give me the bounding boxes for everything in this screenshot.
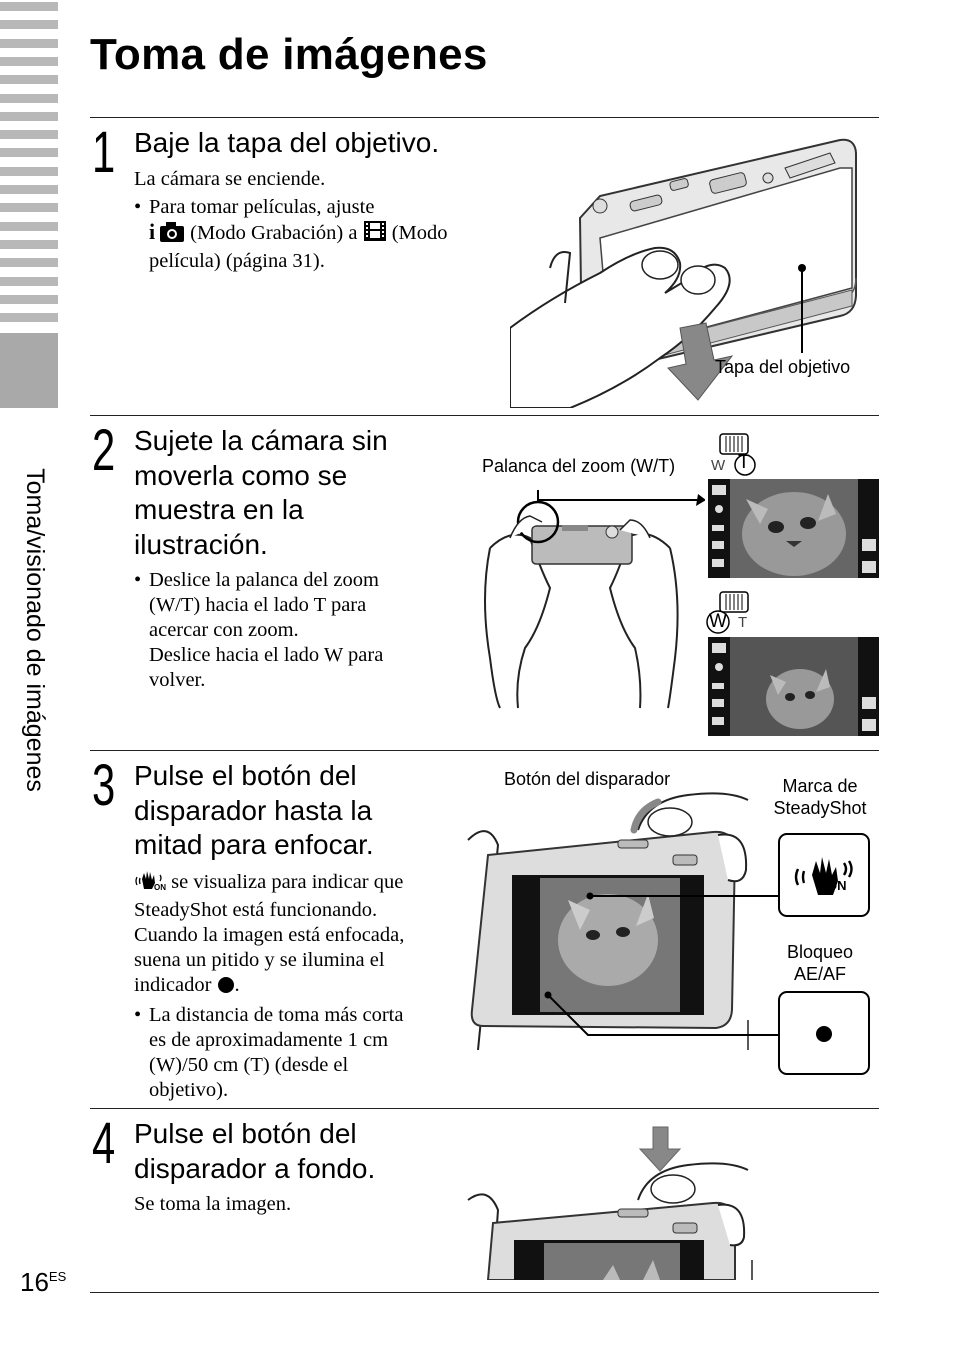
shutter-button-caption: Botón del disparador: [504, 769, 671, 789]
side-tab-stripe: [0, 112, 58, 121]
step-3-body-line-4: suena un pitido y se ilumina el: [134, 949, 385, 971]
side-tab-stripe: [0, 185, 58, 194]
side-tab-block: [0, 333, 58, 408]
lcd-screen-zoom-tele: [708, 479, 879, 578]
step-2-heading-line-2: moverla como se: [134, 459, 348, 491]
step-1-number: 1: [92, 120, 116, 185]
focus-indicator-icon: [217, 976, 235, 1001]
step-3-number: 3: [92, 753, 116, 818]
steadyshot-mark-icon: [778, 833, 870, 917]
step-4-number: 4: [92, 1111, 116, 1176]
step-3-body-last: indicador: [134, 974, 212, 996]
step-1-body: [134, 167, 494, 274]
lens-cover-caption: Tapa del objetivo: [715, 357, 851, 377]
intelligent-auto-icon: [149, 220, 185, 249]
lcd-screen-zoom-wide: [708, 637, 879, 736]
zoom-lever-caption: Palanca del zoom (W/T): [482, 456, 676, 476]
step-1-bullet-mode1: (Modo Grabación) a: [190, 222, 358, 244]
side-tab-stripe: [0, 20, 58, 29]
step-2-heading-line-1: Sujete la cámara sin: [134, 425, 388, 456]
steadyshot-caption-line-2: SteadyShot: [773, 798, 867, 818]
step-3-body-line-2: SteadyShot está funcionando.: [134, 899, 378, 921]
side-tab-stripe: [0, 277, 58, 286]
divider: [90, 117, 879, 118]
step-3-body-line-1: [134, 869, 454, 898]
svg-text:ON: ON: [154, 883, 166, 891]
step-4-heading-line-1: Pulse el botón del: [134, 1118, 357, 1149]
step-3-bullet: • La distancia de toma más corta es de aproximadamente 1 cm (W)/50 cm (T) (desde el objetivo).: [134, 1003, 454, 1103]
step-1-bullet-mode2: (Modo: [391, 222, 448, 244]
steadyshot-icon: [134, 869, 166, 898]
side-tab-stripe: [0, 203, 58, 212]
step-3-body-line-3: Cuando la imagen está enfocada,: [134, 924, 405, 946]
steadyshot-caption: [760, 775, 880, 819]
step-4-body: Se toma la imagen.: [134, 1193, 292, 1215]
step-1-body-text: La cámara se enciende.: [134, 168, 326, 190]
divider: [90, 1108, 879, 1109]
step-3-body-last-end: .: [234, 974, 240, 996]
aeaf-caption-line-2: AE/AF: [793, 964, 846, 984]
step-2-bullet-line-2: (W/T) hacia el lado T para: [149, 594, 367, 616]
step-3-body-first: se visualiza para indicar que: [171, 871, 404, 893]
hands-holding-camera-illustration: [470, 478, 705, 718]
step-2-heading-line-3: muestra en la: [134, 494, 304, 525]
page-number: [20, 1267, 66, 1298]
step-3-body-line-5: [134, 973, 454, 1001]
step-1-bullet-line-3: película) (página 31).: [149, 250, 325, 272]
side-tab-stripe: [0, 258, 58, 267]
side-tab-stripes: [0, 0, 58, 330]
step-3-bullet-line-1: La distancia de toma más corta: [149, 1004, 404, 1026]
steadyshot-on-label: ON: [827, 878, 847, 893]
step-2-bullet: • Deslice la palanca del zoom (W/T) hacia el lado T para acercar con zoom. Deslice hacia el lado W para volver.: [134, 568, 469, 693]
side-tab-stripe: [0, 222, 58, 231]
step-2-heading-line-4: ilustración.: [134, 528, 268, 560]
step-3-bullet-line-3: (W)/50 cm (T) (desde el: [149, 1054, 349, 1076]
side-tab-stripe: [0, 167, 58, 176]
step-3-heading: [134, 759, 454, 863]
step-3-bullet-line-4: objetivo).: [149, 1079, 229, 1101]
side-tab-stripe: [0, 240, 58, 249]
svg-text:i: i: [149, 220, 156, 242]
steadyshot-caption-line-1: Marca de: [782, 776, 858, 796]
step-3-heading-line-3: mitad para enfocar.: [134, 829, 374, 860]
aeaf-caption-line-1: Bloqueo: [786, 942, 854, 962]
side-tab-stripe: [0, 130, 58, 139]
side-tab-stripe: [0, 57, 58, 66]
step-3-bullet-line-2: es de aproximadamente 1 cm: [149, 1029, 389, 1051]
side-tab-stripe: [0, 75, 58, 84]
step-2-heading: [134, 424, 454, 562]
movie-mode-icon: [363, 220, 387, 249]
step-2-bullet-line-5: volver.: [149, 669, 206, 691]
side-tab-stripe: [0, 94, 58, 103]
zoom-w-w-label: W: [709, 611, 727, 632]
divider: [90, 415, 879, 416]
step-3-body: [134, 869, 454, 1103]
aeaf-lock-caption: [760, 941, 880, 985]
step-2-number: 2: [92, 418, 116, 483]
step-1-heading: Baje la tapa del objetivo.: [134, 127, 440, 158]
divider: [90, 1292, 879, 1293]
step-3-heading-line-1: Pulse el botón del: [134, 760, 357, 791]
zoom-t-t-label: T: [738, 452, 750, 473]
divider: [90, 750, 879, 751]
step-1-bullet-line-1: Para tomar películas, ajuste: [149, 196, 375, 218]
side-tab-stripe: [0, 39, 58, 48]
side-tab-stripe: [0, 313, 58, 322]
step-3-heading-line-2: disparador hasta la: [134, 794, 373, 826]
zoom-w-t-label: T: [738, 614, 748, 631]
page-title: Toma de imágenes: [90, 30, 488, 79]
page-language-suffix: ES: [48, 1269, 67, 1284]
step-2-bullet-line-4: Deslice hacia el lado W para: [149, 644, 384, 666]
side-tab-stripe: [0, 2, 58, 11]
step-2-bullet-line-1: Deslice la palanca del zoom: [149, 569, 379, 591]
side-tab-label: Toma/visionado de imágenes: [21, 468, 49, 792]
step-1-bullet: • Para tomar películas, ajuste i (Modo Grabación) a (Modo película) (página 31).: [134, 195, 494, 274]
side-tab-stripe: [0, 295, 58, 304]
camera-full-press-illustration: [448, 1125, 758, 1280]
step-4-heading: [134, 1117, 454, 1186]
zoom-t-w-label: W: [711, 457, 726, 474]
aeaf-lock-indicator-icon: [778, 991, 870, 1075]
side-tab-stripe: [0, 148, 58, 157]
step-2-bullet-line-3: acercar con zoom.: [149, 619, 299, 641]
step-1-bullet-line-2: [149, 220, 494, 249]
page-number-value: 16: [20, 1267, 49, 1297]
step-4-heading-line-2: disparador a fondo.: [134, 1152, 376, 1184]
camera-half-press-illustration: [448, 790, 778, 1060]
